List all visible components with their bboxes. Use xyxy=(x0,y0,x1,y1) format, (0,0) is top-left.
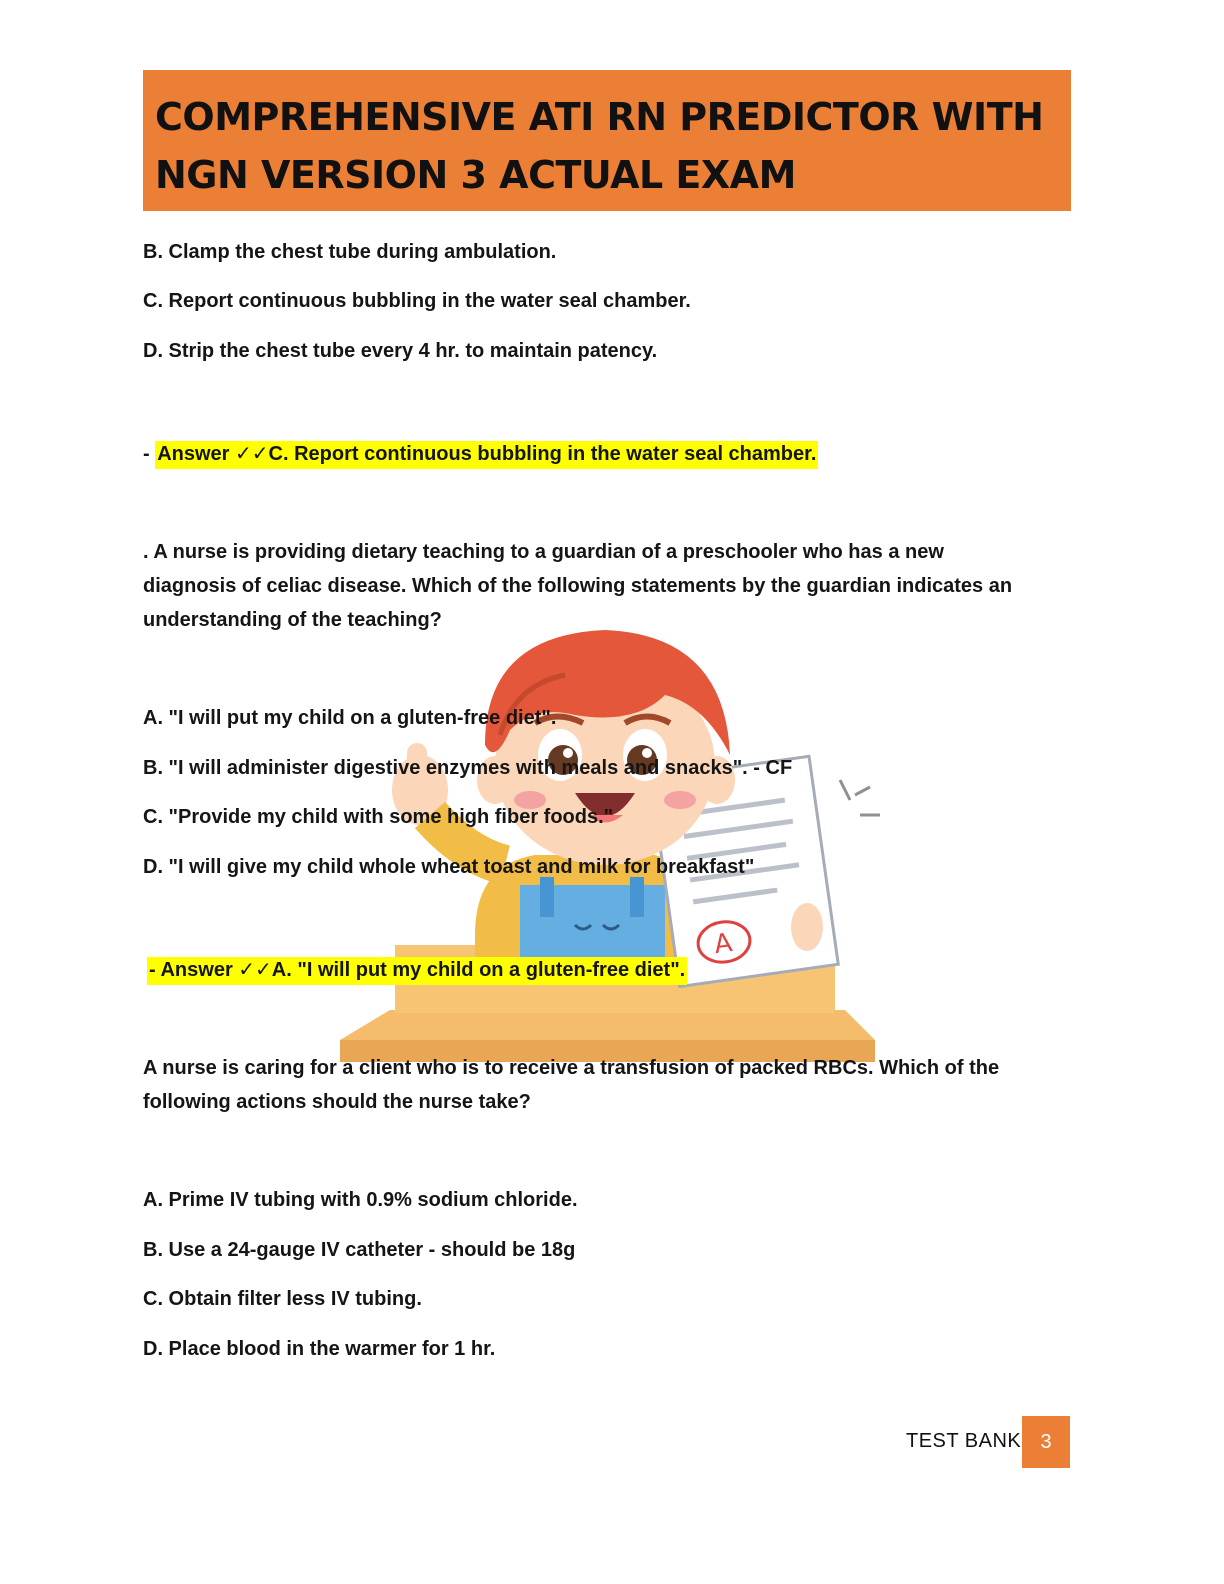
q3-option-b: B. Use a 24-gauge IV catheter - should be 18g xyxy=(143,1239,576,1261)
q2-option-c: C. "Provide my child with some high fiber foods." xyxy=(143,806,614,828)
title-line-1: COMPREHENSIVE ATI RN PREDICTOR WITH xyxy=(155,95,1044,139)
q2-option-b: B. "I will administer digestive enzymes with meals and snacks". - CF xyxy=(143,757,793,779)
q2-stem-line-2: diagnosis of celiac disease. Which of the following statements by the guardian indicates an xyxy=(143,575,1013,597)
q3-stem-line-1: A nurse is caring for a client who is to receive a transfusion of packed RBCs. Which of the xyxy=(143,1057,1000,1079)
q1-option-c: C. Report continuous bubbling in the water seal chamber. xyxy=(143,290,691,312)
q2-option-a: A. "I will put my child on a gluten-free diet". xyxy=(143,707,557,729)
q2-answer-highlight: - Answer ✓✓A. "I will put my child on a gluten-free diet". xyxy=(147,957,687,985)
q2-option-d: D. "I will give my child whole wheat toast and milk for breakfast" xyxy=(143,856,755,878)
q1-option-d: D. Strip the chest tube every 4 hr. to maintain patency. xyxy=(143,340,658,362)
q3-option-c: C. Obtain filter less IV tubing. xyxy=(143,1288,422,1310)
title-banner xyxy=(143,70,1071,211)
q3-option-a: A. Prime IV tubing with 0.9% sodium chloride. xyxy=(143,1189,578,1211)
q1-answer-highlight: Answer ✓✓C. Report continuous bubbling in the water seal chamber. xyxy=(155,441,818,469)
q1-answer-prefix: - xyxy=(143,443,156,465)
q1-answer xyxy=(143,441,818,466)
title-line-2: NGN VERSION 3 ACTUAL EXAM xyxy=(155,153,796,197)
q3-stem-line-2: following actions should the nurse take? xyxy=(143,1091,531,1113)
q2-answer xyxy=(147,957,687,982)
q2-stem-line-3: understanding of the teaching? xyxy=(143,609,442,631)
q3-option-d: D. Place blood in the warmer for 1 hr. xyxy=(143,1338,496,1360)
q2-stem-line-1: . A nurse is providing dietary teaching to a guardian of a preschooler who has a new xyxy=(143,541,944,563)
footer-label: TEST BANK xyxy=(906,1430,1022,1452)
boy-with-paper-illustration xyxy=(335,615,900,1065)
page-number: 3 xyxy=(1022,1416,1070,1468)
q1-option-b: B. Clamp the chest tube during ambulation. xyxy=(143,241,557,263)
grade-letter: A xyxy=(712,928,735,961)
